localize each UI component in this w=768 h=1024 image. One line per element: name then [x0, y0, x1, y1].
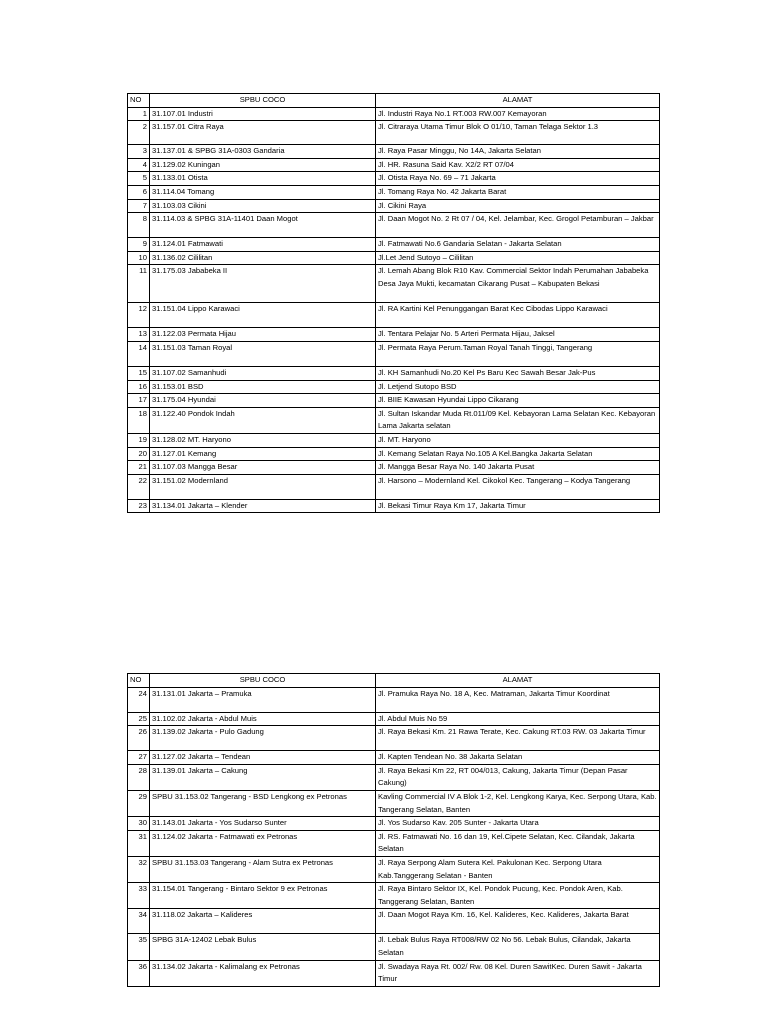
cell-spbu: SPBU 31.153.02 Tangerang - BSD Lengkong ex Petronas [150, 790, 376, 816]
cell-no: 35 [128, 934, 150, 960]
cell-alamat: Jl. Letjend Sutopo BSD [376, 380, 660, 394]
cell-alamat: Jl. Raya Bintaro Sektor IX, Kel. Pondok Pucung, Kec. Pondok Aren, Kab. Tanggerang Selatan, Banten [376, 883, 660, 909]
cell-alamat: Jl. Raya Bekasi Km. 21 Rawa Terate, Kec. Cakung RT.03 RW. 03 Jakarta Timur [376, 726, 660, 751]
cell-alamat: Jl. Otista Raya No. 69 – 71 Jakarta [376, 172, 660, 186]
cell-no: 14 [128, 341, 150, 366]
cell-spbu: 31.107.03 Mangga Besar [150, 461, 376, 475]
cell-spbu: 31.137.01 & SPBG 31A-0303 Gandaria [150, 145, 376, 159]
cell-alamat: Jl. Harsono – Modernland Kel. Cikokol Kec. Tangerang – Kodya Tangerang [376, 474, 660, 499]
cell-no: 16 [128, 380, 150, 394]
cell-no: 17 [128, 394, 150, 408]
cell-alamat: Jl. Kapten Tendean No. 38 Jakarta Selatan [376, 751, 660, 765]
cell-alamat: Jl. Raya Bekasi Km 22, RT 004/013, Cakung, Jakarta Timur (Depan Pasar Cakung) [376, 764, 660, 790]
table-row [128, 341, 660, 366]
cell-no: 3 [128, 145, 150, 159]
cell-spbu: 31.107.01 Industri [150, 107, 376, 121]
cell-alamat: Jl. Raya Pasar Minggu, No 14A, Jakarta Selatan [376, 145, 660, 159]
header-alamat: ALAMAT [376, 674, 660, 688]
cell-no: 31 [128, 830, 150, 856]
cell-alamat: Jl. RS. Fatmawati No. 16 dan 19, Kel.Cipete Selatan, Kec. Cilandak, Jakarta Selatan [376, 830, 660, 856]
table-row [128, 303, 660, 328]
cell-alamat: Jl. Industri Raya No.1 RT.003 RW.007 Kemayoran [376, 107, 660, 121]
cell-spbu: 31.128.02 MT. Haryono [150, 433, 376, 447]
table-row [128, 960, 660, 986]
table-row [128, 145, 660, 159]
table-row [128, 817, 660, 831]
cell-alamat: Jl. Fatmawati No.6 Gandaria Selatan - Jakarta Selatan [376, 238, 660, 252]
table-row [128, 712, 660, 726]
cell-alamat: Jl. Swadaya Raya Rt. 002/ Rw. 08 Kel. Duren SawitKec. Duren Sawit - Jakarta Timur [376, 960, 660, 986]
cell-no: 20 [128, 447, 150, 461]
cell-spbu: 31.127.02 Jakarta – Tendean [150, 751, 376, 765]
cell-spbu: 31.122.40 Pondok Indah [150, 407, 376, 433]
cell-no: 21 [128, 461, 150, 475]
cell-alamat: Jl. Permata Raya Perum.Taman Royal Tanah Tinggi, Tangerang [376, 341, 660, 366]
cell-spbu: 31.143.01 Jakarta - Yos Sudarso Sunter [150, 817, 376, 831]
table-row [128, 751, 660, 765]
cell-spbu: 31.153.01 BSD [150, 380, 376, 394]
table-row [128, 251, 660, 265]
cell-spbu: 31.102.02 Jakarta - Abdul Muis [150, 712, 376, 726]
cell-alamat: Jl. Abdul Muis No 59 [376, 712, 660, 726]
cell-no: 4 [128, 158, 150, 172]
table-row [128, 474, 660, 499]
cell-alamat: Jl. Lebak Bulus Raya RT008/RW 02 No 56. Lebak Bulus, Cilandak, Jakarta Selatan [376, 934, 660, 960]
cell-alamat: Jl. Daan Mogot Raya Km. 16, Kel. Kalideres, Kec. Kalideres, Jakarta Barat [376, 909, 660, 934]
cell-spbu: 31.114.03 & SPBG 31A-11401 Daan Mogot [150, 213, 376, 238]
table-row [128, 107, 660, 121]
table-row [128, 121, 660, 145]
spbu-table-1 [127, 93, 660, 513]
cell-alamat: Jl. Tentara Pelajar No. 5 Arteri Permata Hijau, Jaksel [376, 328, 660, 342]
header-spbu: SPBU COCO [150, 94, 376, 108]
table-row [128, 909, 660, 934]
table-row [128, 830, 660, 856]
cell-spbu: 31.124.02 Jakarta - Fatmawati ex Petronas [150, 830, 376, 856]
table-row [128, 461, 660, 475]
cell-alamat: Jl. HR. Rasuna Said Kav. X2/2 RT 07/04 [376, 158, 660, 172]
cell-alamat: Jl. Yos Sudarso Kav. 205 Sunter - Jakarta Utara [376, 817, 660, 831]
cell-no: 23 [128, 499, 150, 513]
cell-alamat: Jl. Raya Serpong Alam Sutera Kel. Pakulonan Kec. Serpong Utara Kab.Tanggerang Selatan - Banten [376, 856, 660, 882]
cell-alamat: Jl. MT. Haryono [376, 433, 660, 447]
spbu-table-2 [127, 673, 660, 987]
cell-no: 22 [128, 474, 150, 499]
table-row [128, 433, 660, 447]
cell-alamat: Jl. Bekasi Timur Raya Km 17, Jakarta Timur [376, 499, 660, 513]
cell-spbu: 31.175.04 Hyundai [150, 394, 376, 408]
cell-no: 28 [128, 764, 150, 790]
cell-spbu: 31.134.01 Jakarta – Klender [150, 499, 376, 513]
cell-no: 30 [128, 817, 150, 831]
cell-no: 33 [128, 883, 150, 909]
table-row [128, 380, 660, 394]
table-row [128, 265, 660, 303]
header-no: NO [128, 674, 150, 688]
cell-spbu: 31.107.02 Samanhudi [150, 366, 376, 380]
cell-spbu: 31.122.03 Permata Hijau [150, 328, 376, 342]
cell-alamat: Jl. Tomang Raya No. 42 Jakarta Barat [376, 185, 660, 199]
cell-spbu: 31.151.04 Lippo Karawaci [150, 303, 376, 328]
header-no: NO [128, 94, 150, 108]
cell-spbu: 31.134.02 Jakarta - Kalimalang ex Petronas [150, 960, 376, 986]
cell-spbu: 31.103.03 Cikini [150, 199, 376, 213]
cell-no: 29 [128, 790, 150, 816]
cell-spbu: 31.114.04 Tomang [150, 185, 376, 199]
cell-no: 10 [128, 251, 150, 265]
cell-spbu: 31.124.01 Fatmawati [150, 238, 376, 252]
table-row [128, 366, 660, 380]
table-row [128, 447, 660, 461]
cell-no: 26 [128, 726, 150, 751]
cell-alamat: Jl. KH Samanhudi No.20 Kel Ps Baru Kec Sawah Besar Jak-Pus [376, 366, 660, 380]
cell-spbu: 31.131.01 Jakarta – Pramuka [150, 687, 376, 712]
cell-no: 9 [128, 238, 150, 252]
cell-alamat: Jl. Mangga Besar Raya No. 140 Jakarta Pusat [376, 461, 660, 475]
cell-no: 24 [128, 687, 150, 712]
cell-alamat: Jl. RA Kartini Kel Penunggangan Barat Kec Cibodas Lippo Karawaci [376, 303, 660, 328]
table-row [128, 726, 660, 751]
cell-no: 11 [128, 265, 150, 303]
cell-no: 7 [128, 199, 150, 213]
cell-spbu: SPBU 31.153.03 Tangerang - Alam Sutra ex Petronas [150, 856, 376, 882]
cell-spbu: 31.157.01 Citra Raya [150, 121, 376, 145]
cell-alamat: Jl. Daan Mogot No. 2 Rt 07 / 04, Kel. Jelambar, Kec. Grogol Petamburan – Jakbar [376, 213, 660, 238]
table-row [128, 499, 660, 513]
table-row [128, 172, 660, 186]
table-row [128, 238, 660, 252]
cell-no: 5 [128, 172, 150, 186]
cell-spbu: 31.139.02 Jakarta - Pulo Gadung [150, 726, 376, 751]
cell-no: 27 [128, 751, 150, 765]
cell-no: 1 [128, 107, 150, 121]
table-body-1 [128, 107, 660, 513]
table-row [128, 856, 660, 882]
table-row [128, 764, 660, 790]
cell-alamat: Jl. Kemang Selatan Raya No.105 A Kel.Bangka Jakarta Selatan [376, 447, 660, 461]
table-row [128, 158, 660, 172]
cell-no: 34 [128, 909, 150, 934]
cell-no: 8 [128, 213, 150, 238]
cell-alamat: Kavling Commercial IV A Blok 1-2, Kel. Lengkong Karya, Kec. Serpong Utara, Kab. Tangerang Selatan, Banten [376, 790, 660, 816]
table-header-row [128, 674, 660, 688]
cell-alamat: Jl. Sultan Iskandar Muda Rt.011/09 Kel. Kebayoran Lama Selatan Kec. Kebayoran Lama Jakarta selatan [376, 407, 660, 433]
cell-spbu: 31.175.03 Jababeka II [150, 265, 376, 303]
cell-spbu: 31.127.01 Kemang [150, 447, 376, 461]
cell-spbu: 31.118.02 Jakarta – Kalideres [150, 909, 376, 934]
table-row [128, 394, 660, 408]
cell-no: 15 [128, 366, 150, 380]
cell-alamat: Jl. Cikini Raya [376, 199, 660, 213]
cell-spbu: 31.151.02 Modernland [150, 474, 376, 499]
table-row [128, 790, 660, 816]
cell-no: 36 [128, 960, 150, 986]
cell-no: 32 [128, 856, 150, 882]
cell-no: 19 [128, 433, 150, 447]
header-spbu: SPBU COCO [150, 674, 376, 688]
table-row [128, 687, 660, 712]
cell-spbu: 31.133.01 Otista [150, 172, 376, 186]
table-row [128, 199, 660, 213]
table-row [128, 934, 660, 960]
cell-alamat: Jl.Let Jend Sutoyo – Cililitan [376, 251, 660, 265]
table-header-row [128, 94, 660, 108]
table-body-2 [128, 687, 660, 986]
cell-alamat: Jl. Citraraya Utama Timur Blok O 01/10, Taman Telaga Sektor 1.3 [376, 121, 660, 145]
cell-spbu: 31.154.01 Tangerang - Bintaro Sektor 9 ex Petronas [150, 883, 376, 909]
cell-spbu: 31.136.02 Cililitan [150, 251, 376, 265]
cell-no: 25 [128, 712, 150, 726]
table-row [128, 213, 660, 238]
cell-alamat: Jl. Lemah Abang Blok R10 Kav. Commercial Sektor Indah Perumahan Jababeka Desa Jaya Mukti, kecamatan Cikarang Pusat – Kabupaten Bekasi [376, 265, 660, 303]
table-row [128, 328, 660, 342]
cell-no: 13 [128, 328, 150, 342]
cell-spbu: SPBG 31A-12402 Lebak Bulus [150, 934, 376, 960]
cell-no: 18 [128, 407, 150, 433]
cell-alamat: Jl. Pramuka Raya No. 18 A, Kec. Matraman, Jakarta Timur Koordinat [376, 687, 660, 712]
table-row [128, 407, 660, 433]
cell-spbu: 31.139.01 Jakarta – Cakung [150, 764, 376, 790]
cell-no: 6 [128, 185, 150, 199]
table-row [128, 185, 660, 199]
cell-spbu: 31.129.02 Kuningan [150, 158, 376, 172]
cell-spbu: 31.151.03 Taman Royal [150, 341, 376, 366]
header-alamat: ALAMAT [376, 94, 660, 108]
table-row [128, 883, 660, 909]
cell-alamat: Jl. BIIE Kawasan Hyundai Lippo Cikarang [376, 394, 660, 408]
cell-no: 12 [128, 303, 150, 328]
cell-no: 2 [128, 121, 150, 145]
